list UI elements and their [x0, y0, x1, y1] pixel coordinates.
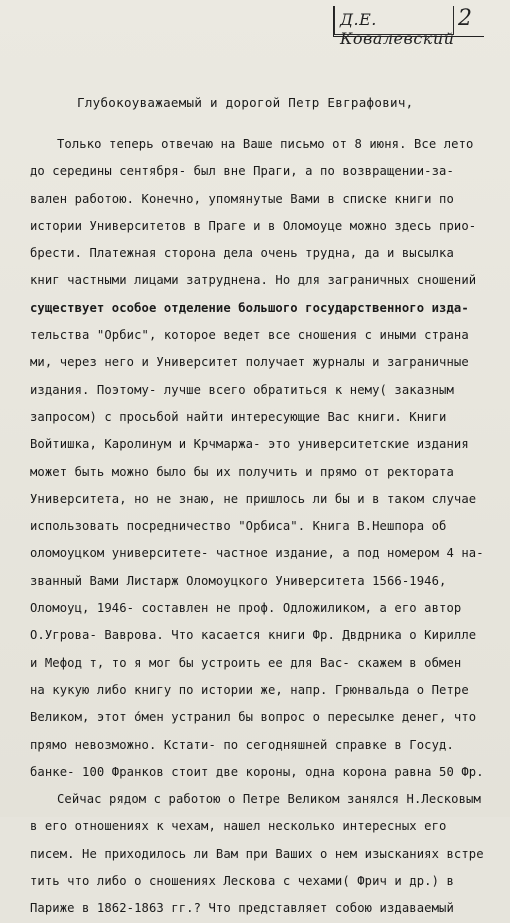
- page-number: 2: [458, 6, 472, 31]
- text-line: Оломоуц, 1946- составлен не проф. Одложиликом, а его автор: [30, 601, 462, 616]
- text-line: ми, через него и Университет получает журналы и заграничные: [30, 355, 469, 370]
- text-line: оломоуцком университете- частное издание, а под номером 4 на-: [30, 546, 484, 561]
- text-line: банке- 100 Франков стоит две короны, одна корона равна 50 Фр.: [30, 764, 484, 779]
- text-line: Париже в 1862-1863 гг.? Что представляет собою издаваемый: [30, 901, 454, 916]
- text-line: Сейчас рядом с работою о Петре Великом занялся Н.Лесковым: [57, 792, 481, 807]
- text-line: истории Университетов в Праге и в Оломоуце можно здесь прио-: [30, 218, 477, 233]
- annotation-name: Д.Е. Ковалевский: [340, 10, 455, 48]
- text-line: писем. Не приходилось ли Вам при Ваших о нем изысканиях встре: [30, 846, 484, 861]
- text-line: запросом) с просьбой найти интересующие Вас книги. Книги: [30, 409, 447, 424]
- text-line: тить что либо о сношениях Лескова с чехами( Фрич и др.) в: [30, 874, 454, 889]
- text-line: Университета, но не знаю, не пришлось ли бы и в таком случае: [30, 491, 477, 506]
- text-line: прямо невозможно. Кстати- по сегодняшней справке в Госуд.: [30, 737, 454, 752]
- text-line: использовать посредничество "Орбиса". Книга В.Нешпора об: [30, 519, 447, 534]
- text-line: и Мефод т, то я мог бы устроить ее для Вас- скажем в обмен: [30, 655, 462, 670]
- handwritten-annotation: [333, 6, 484, 48]
- text-line: может быть можно было бы их получить и прямо от ректората: [30, 464, 454, 479]
- text-line: в его отношениях к чехам, нашел несколько интересных его: [30, 819, 447, 834]
- text-line: книг частными лицами затруднена. Но для заграничных сношений: [30, 273, 477, 288]
- text-line: Только теперь отвечаю на Ваше письмо от 8 июня. Все лето: [57, 137, 474, 151]
- text-line: вален работою. Конечно, упомянутые Вами в списке книги по: [30, 191, 454, 206]
- text-line: издания. Поэтому- лучше всего обратиться к нему( заказным: [30, 382, 454, 397]
- letter-greeting: Глубокоуважаемый и дорогой Петр Евграфович,: [77, 95, 414, 110]
- letter-body: [30, 131, 500, 923]
- text-line: до середины сентября- был вне Праги, а по возвращении-за-: [30, 164, 454, 179]
- text-line: Великом, этот о́мен устранил бы вопрос о пересылке денег, что: [30, 710, 477, 725]
- text-line: званный Вами Листарж Оломоуцкого Университета 1566-1946,: [30, 573, 447, 588]
- text-line: на кукую либо книгу по истории же, напр. Грюнвальда о Петре: [30, 682, 469, 697]
- text-line: тельства "Орбис", которое ведет все сношения с иными страна: [30, 328, 469, 343]
- text-line: брести. Платежная сторона дела очень трудна, да и высылка: [30, 246, 454, 261]
- text-line: О.Угрова- Ваврова. Что касается книги Фр. Двдрника о Кирилле: [30, 628, 477, 643]
- text-line: существует особое отделение большого государственного изда-: [30, 300, 469, 315]
- text-line: Войтишка, Каролинум и Крчмаржа- это университетские издания: [30, 437, 469, 452]
